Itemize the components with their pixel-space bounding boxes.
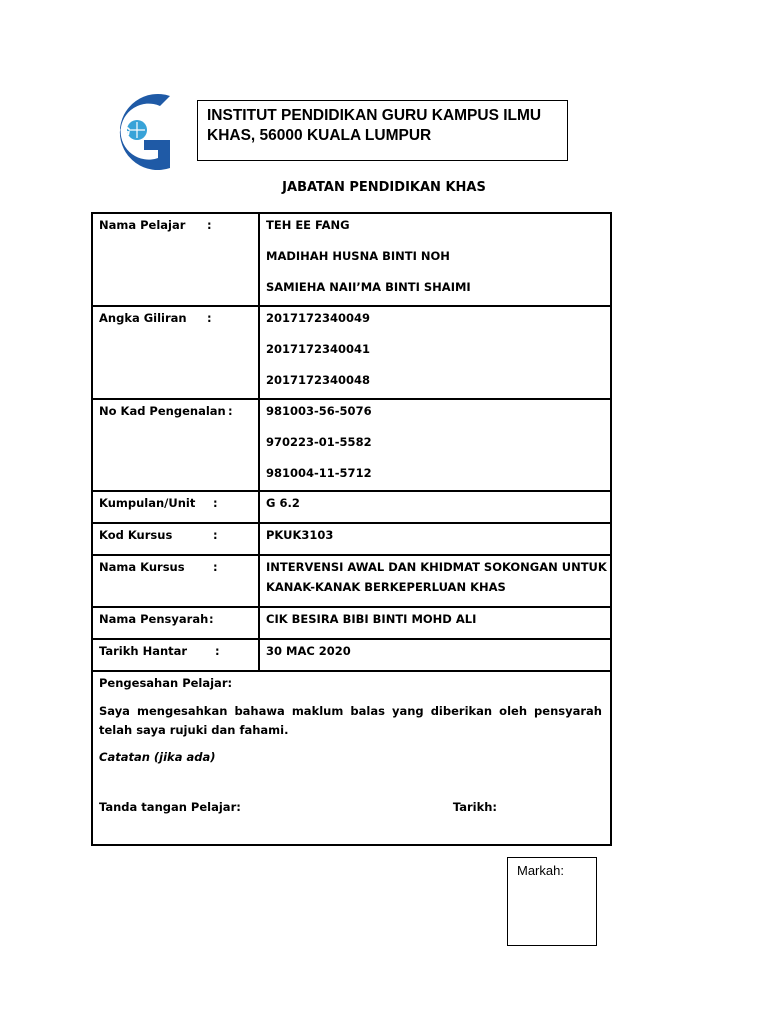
nama-kursus-line-2: KANAK-KANAK BERKEPERLUAN KHAS <box>266 580 506 594</box>
colon: : <box>207 218 212 232</box>
no-kad-label: No Kad Pengenalan <box>99 404 226 418</box>
date-label: Tarikh: <box>452 800 497 814</box>
label-cell <box>92 555 259 607</box>
row-confirmation <box>92 671 611 845</box>
colon: : <box>228 404 233 418</box>
colon: : <box>213 528 218 542</box>
angka-giliran-label: Angka Giliran <box>99 311 187 325</box>
ic-number: 981003-56-5076 <box>266 404 372 418</box>
institute-name-box <box>197 100 568 161</box>
student-name: MADIHAH HUSNA BINTI NOH <box>266 249 450 263</box>
row-nama-kursus <box>92 555 611 607</box>
ipg-logo <box>104 92 174 172</box>
colon: : <box>207 311 212 325</box>
value-cell <box>259 213 611 306</box>
confirmation-title: Pengesahan Pelajar: <box>99 676 233 690</box>
tarikh-hantar-value: 30 MAC 2020 <box>259 639 611 671</box>
student-number: 2017172340048 <box>266 373 371 387</box>
student-name: TEH EE FANG <box>266 218 350 232</box>
row-kod-kursus <box>92 523 611 555</box>
label-cell <box>92 399 259 491</box>
value-cell <box>259 555 611 607</box>
pensyarah-value: CIK BESIRA BIBI BINTI MOHD ALI <box>259 607 611 639</box>
student-number: 2017172340041 <box>266 342 371 356</box>
tarikh-hantar-label: Tarikh Hantar <box>99 644 188 658</box>
note-label: Catatan (jika ada) <box>99 750 216 764</box>
label-cell <box>92 639 259 671</box>
row-tarikh-hantar <box>92 639 611 671</box>
markah-label: Markah: <box>517 863 564 878</box>
colon: : <box>213 496 218 510</box>
row-no-kad <box>92 399 611 491</box>
row-angka-giliran <box>92 306 611 399</box>
label-cell <box>92 523 259 555</box>
value-cell <box>259 399 611 491</box>
ic-number: 981004-11-5712 <box>266 466 372 480</box>
label-cell <box>92 306 259 399</box>
value-cell <box>259 306 611 399</box>
kumpulan-value: G 6.2 <box>259 491 611 523</box>
label-cell <box>92 213 259 306</box>
svg-text:IPG: IPG <box>108 124 131 139</box>
nama-kursus-line-1: INTERVENSI AWAL DAN KHIDMAT SOKONGAN UNTUK <box>266 560 607 574</box>
row-pensyarah <box>92 607 611 639</box>
nama-kursus-label: Nama Kursus <box>99 560 185 574</box>
markah-box <box>507 857 597 946</box>
student-info-table <box>91 212 612 846</box>
ic-number: 970223-01-5582 <box>266 435 372 449</box>
student-number: 2017172340049 <box>266 311 371 325</box>
kumpulan-label: Kumpulan/Unit <box>99 496 196 510</box>
signature-row <box>99 800 602 814</box>
colon: : <box>209 612 214 626</box>
colon: : <box>215 644 220 658</box>
colon: : <box>213 560 218 574</box>
kod-kursus-value: PKUK3103 <box>259 523 611 555</box>
signature-label: Tanda tangan Pelajar: <box>99 800 241 814</box>
student-name: SAMIEHA NAII’MA BINTI SHAIMI <box>266 280 471 294</box>
label-cell <box>92 491 259 523</box>
department-title: JABATAN PENDIDIKAN KHAS <box>282 180 486 195</box>
institute-line-1: INSTITUT PENDIDIKAN GURU KAMPUS ILMU <box>207 107 542 124</box>
row-nama-pelajar <box>92 213 611 306</box>
confirmation-statement: Saya mengesahkan bahawa maklum balas yang diberikan oleh pensyarah telah saya rujuki dan fahami. <box>99 704 602 737</box>
kod-kursus-label: Kod Kursus <box>99 528 173 542</box>
nama-pelajar-label: Nama Pelajar <box>99 218 186 232</box>
label-cell <box>92 607 259 639</box>
pensyarah-label: Nama Pensyarah <box>99 612 209 626</box>
confirmation-cell <box>92 671 611 845</box>
row-kumpulan <box>92 491 611 523</box>
institute-line-2: KHAS, 56000 KUALA LUMPUR <box>207 127 432 144</box>
